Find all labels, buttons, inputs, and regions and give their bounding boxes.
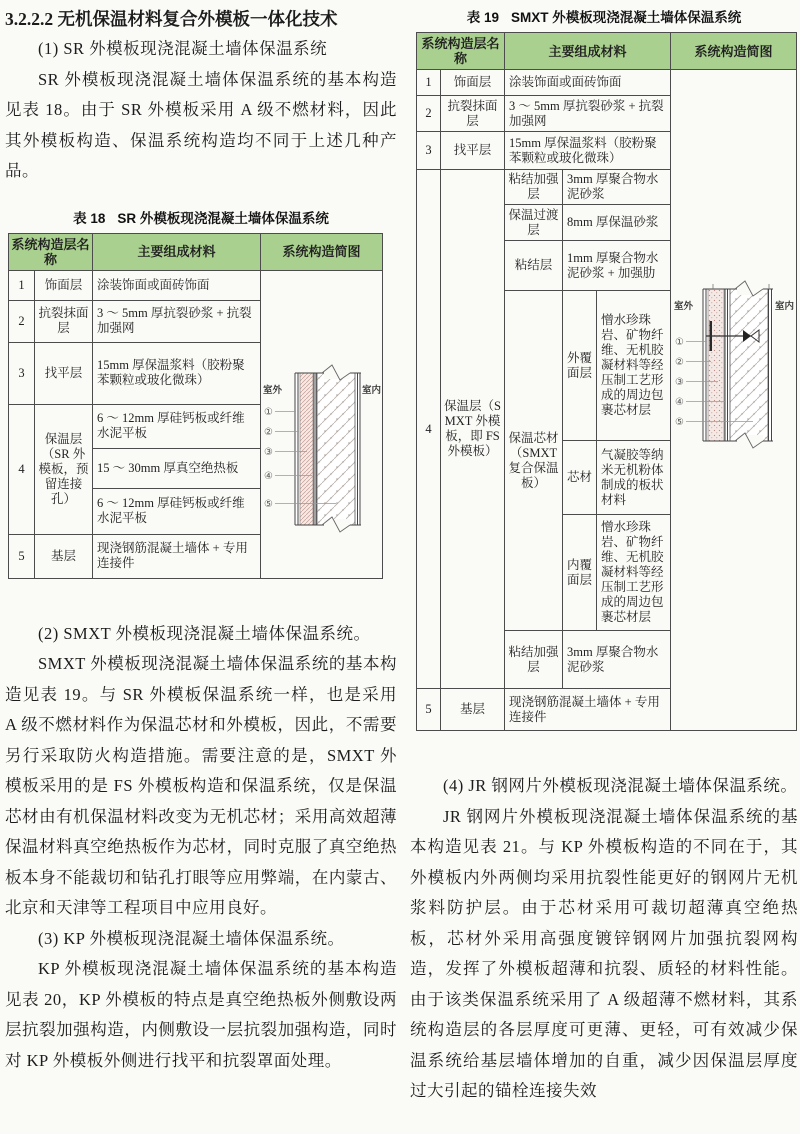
table18-caption-title: SR 外模板现浇混凝土墙体保温系统 [117,210,329,226]
callout-3-icon: ③ [263,447,273,458]
callout-2-icon: ② [674,357,684,368]
row-number: 2 [417,96,441,132]
row-number: 3 [417,132,441,170]
material-cell: 现浇钢筋混凝土墙体 + 专用连接件 [93,534,261,578]
material-cell: 憎水珍珠岩、矿物纤维、无机胶凝材料等经压制工艺形成的周边包裹芯材层 [597,515,671,631]
callout-2-icon: ② [263,427,273,438]
right-column [410,4,798,1107]
layer-name-cell: 饰面层 [441,70,505,96]
table19-header-name: 系统构造层名称 [417,33,505,70]
table19-caption-label: 表 19 [466,10,499,25]
material-cell: 6 ～ 12mm 厚硅钙板或纤维水泥平板 [93,488,261,534]
outside-label: 室外 [262,385,282,396]
table19 [416,32,797,731]
material-cell: 3mm 厚聚合物水泥砂浆 [563,170,671,205]
sublayer-name-cell: 粘结层 [505,241,563,291]
row-number: 5 [9,534,35,578]
table-row [9,270,383,300]
table18-caption-label: 表 18 [73,210,106,226]
wall-section-diagram-19 [671,279,796,455]
material-cell: 气凝胶等纳米无机粉体制成的板状材料 [597,441,671,515]
section-title: 3.2.2.2 无机保温材料复合外模板一体化技术 [5,9,338,29]
paragraph-jr-body: JR 钢网片外模板现浇混凝土墙体保温系统的基本构造见表 21。与 KP 外模板构造的不同在于，其外模板内外两侧均采用抗裂性能更好的钢网片无机浆料防护层。由于芯材采用可裁切超薄真空绝热板，芯材外采用高强度镀锌钢网片加强抗裂网构造，发挥了外模板超薄和抗裂、质轻的材料性能。由于该类保温系统采用了 A 级超薄不燃材料，其系统构造层的各层厚度可更薄、更轻，可有效减少保温系统给基层墙体增加的自重，减少因保温层厚度过大引起的锚栓连接失效 [410,806,798,1100]
layer-name-cell: 抗裂抹面层 [35,300,93,342]
material-cell: 15mm 厚保温浆料（胶粉聚苯颗粒或玻化微珠） [505,132,671,170]
callout-1-icon: ① [263,407,273,418]
wall-section-svg-19 [673,279,795,451]
row-number: 4 [9,404,35,534]
row-number: 2 [9,300,35,342]
subsublayer-name-cell: 内覆面层 [563,515,597,631]
row-number: 1 [9,270,35,300]
sublayer-name-cell: 保温芯材（SMXT 复合保温板） [505,291,563,631]
row-number: 1 [417,70,441,96]
subsublayer-name-cell: 芯材 [563,441,597,515]
diagram-cell [261,270,383,578]
callout-1-icon: ① [674,337,684,348]
layer-name-cell: 基层 [441,689,505,731]
paragraph-kp-heading: (3) KP 外模板现浇混凝土墙体保温系统。 [38,928,345,948]
sublayer-name-cell: 粘结加强层 [505,170,563,205]
inside-label: 室内 [361,385,381,396]
layer-name-cell: 饰面层 [35,270,93,300]
layer-name-cell: 找平层 [35,342,93,404]
row-number: 4 [417,170,441,689]
wall-section-svg-18 [262,363,382,535]
layer-name-cell: 保温层（SMXT 外模板，即 FS 外模板） [441,170,505,689]
wall-section-diagram-18 [261,363,382,539]
table18-caption [5,207,397,227]
callout-4-icon: ④ [674,397,684,408]
row-number: 3 [9,342,35,404]
table19-caption [410,6,798,26]
paragraph-smxt-heading: (2) SMXT 外模板现浇混凝土墙体保温系统。 [38,623,371,643]
paragraph-sr-body: SR 外模板现浇混凝土墙体保温系统的基本构造见表 18。由于 SR 外模板采用 A 级不燃材料，因此其外模板构造、保温系统构造均不同于上述几种产品。 [5,69,397,180]
table18-header-materials: 主要组成材料 [93,233,261,270]
material-cell: 现浇钢筋混凝土墙体 + 专用连接件 [505,689,671,731]
table19-caption-title: SMXT 外模板现浇混凝土墙体保温系统 [511,10,742,25]
material-cell: 6 ～ 12mm 厚硅钙板或纤维水泥平板 [93,404,261,448]
material-cell: 15 ～ 30mm 厚真空绝热板 [93,448,261,488]
material-cell: 3mm 厚聚合物水泥砂浆 [563,631,671,689]
table18 [8,233,383,579]
paragraph-kp-body: KP 外模板现浇混凝土墙体保温系统的基本构造见表 20，KP 外模板的特点是真空绝热板外侧敷设两层抗裂加强构造，内侧敷设一层抗裂加强构造，同时对 KP 外模板外侧进行找平和抗裂罩面处理。 [5,959,397,1070]
paragraph-smxt-body: SMXT 外模板现浇混凝土墙体保温系统的基本构造见表 19。与 SR 外模板保温系统一样，也是采用 A 级不燃材料作为保温芯材和外模板，因此，不需要另行采取防火构造措施。需要注意的是，SMXT 外模板采用的是 FS 外模板构造和保温系统，仅是保温芯材由有机保温材料改变为无机芯材；采用高效超薄保温材料真空绝热板作为芯材，同时克服了真空绝热板本身不能裁切和钻孔打眼等应用弊端，在内蒙古、北京和天津等工程项目中应用良好。 [5,654,397,917]
left-column [5,4,397,1076]
subsublayer-name-cell: 外覆面层 [563,291,597,441]
layer-name-cell: 找平层 [441,132,505,170]
material-cell: 15mm 厚保温浆料（胶粉聚苯颗粒或玻化微珠） [93,342,261,404]
layer-name-cell: 基层 [35,534,93,578]
paragraph-sr-heading: (1) SR 外模板现浇混凝土墙体保温系统 [38,39,328,58]
table19-header-row [417,33,797,70]
callout-5-icon: ⑤ [263,499,273,510]
material-cell: 8mm 厚保温砂浆 [563,205,671,241]
layer-name-cell: 抗裂抹面层 [441,96,505,132]
table18-header-name: 系统构造层名称 [9,233,93,270]
table19-header-diagram: 系统构造简图 [671,33,797,70]
table19-header-materials: 主要组成材料 [505,33,671,70]
paragraph-jr-heading: (4) JR 钢网片外模板现浇混凝土墙体保温系统。 [443,776,798,795]
table18-header-diagram: 系统构造简图 [261,233,383,270]
material-cell: 涂装饰面或面砖饰面 [505,70,671,96]
material-cell: 1mm 厚聚合物水泥砂浆 + 加强肋 [563,241,671,291]
layer-name-cell: 保温层（SR 外模板，预留连接孔） [35,404,93,534]
callout-5-icon: ⑤ [674,417,684,428]
material-cell: 3 ～ 5mm 厚抗裂砂浆 + 抗裂加强网 [93,300,261,342]
material-cell: 憎水珍珠岩、矿物纤维、无机胶凝材料等经压制工艺形成的周边包裹芯材层 [597,291,671,441]
inside-label: 室内 [774,301,794,312]
callout-4-icon: ④ [263,471,273,482]
material-cell: 涂装饰面或面砖饰面 [93,270,261,300]
outside-label: 室外 [673,301,693,312]
sublayer-name-cell: 粘结加强层 [505,631,563,689]
table18-header-row [9,233,383,270]
row-number: 5 [417,689,441,731]
callout-3-icon: ③ [674,377,684,388]
diagram-cell [671,70,797,731]
table-row [417,70,797,96]
material-cell: 3 ～ 5mm 厚抗裂砂浆 + 抗裂加强网 [505,96,671,132]
sublayer-name-cell: 保温过渡层 [505,205,563,241]
